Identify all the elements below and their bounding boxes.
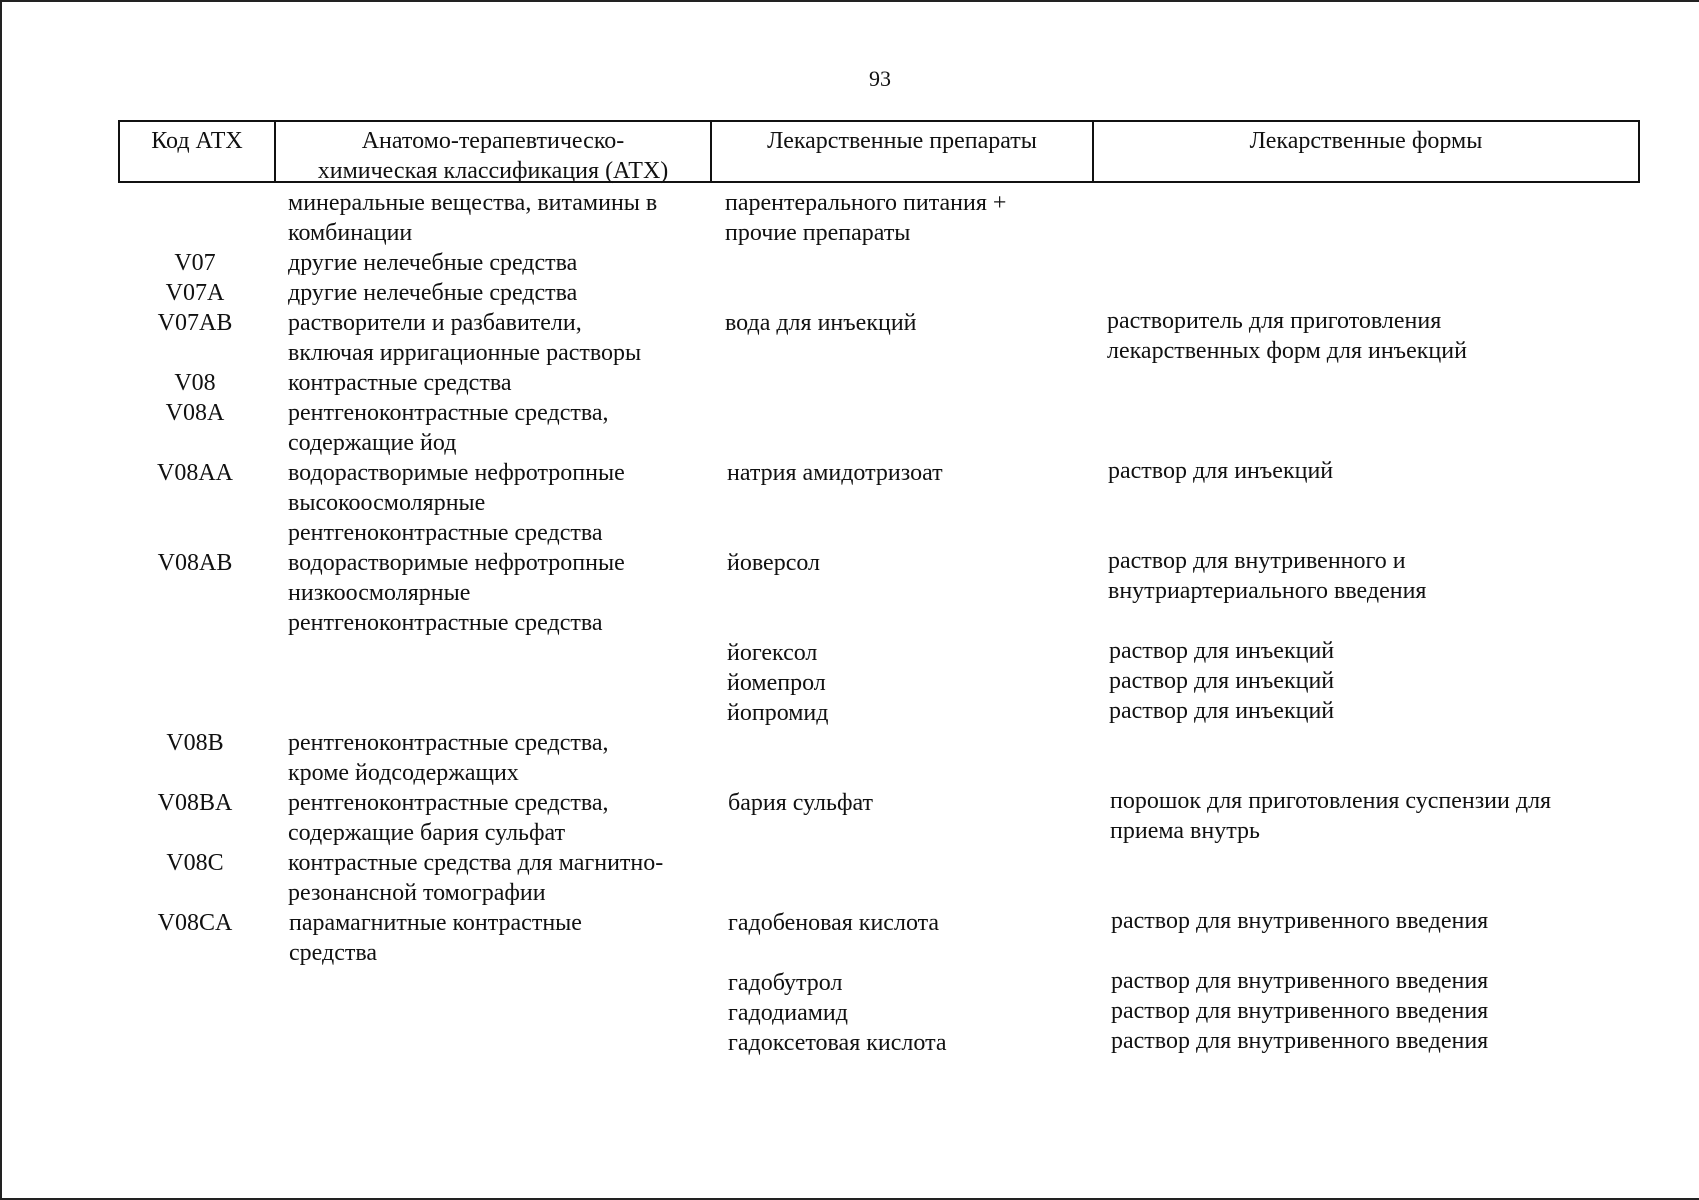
drug-text: гадоксетовая кислота — [728, 1030, 947, 1056]
form-text: внутриартериального введения — [1108, 578, 1427, 604]
header-dosage-forms: Лекарственные формы — [1249, 128, 1483, 154]
atc-text: рентгеноконтрастные средства, — [288, 400, 609, 426]
atc-text: контрастные средства для магнитно- — [288, 850, 664, 876]
atc-code: V08CA — [157, 910, 233, 936]
atc-text: растворители и разбавители, — [288, 310, 582, 336]
atc-code: V08AB — [157, 550, 233, 576]
atc-code: V07 — [174, 250, 216, 276]
form-text: раствор для инъекций — [1109, 668, 1335, 694]
header-atc-classification-line1: Анатомо-терапевтическо- — [361, 128, 625, 154]
drug-text: йоверсол — [727, 550, 820, 576]
atc-code: V08C — [166, 850, 224, 876]
header-atc-code: Код АТХ — [120, 122, 276, 181]
atc-text: контрастные средства — [288, 370, 512, 396]
drug-text: гадобутрол — [728, 970, 843, 996]
form-text: порошок для приготовления суспензии для — [1110, 788, 1552, 814]
atc-code: V08B — [166, 730, 224, 756]
drug-text: йомепрол — [727, 670, 826, 696]
drug-text: вода для инъекций — [725, 310, 917, 336]
form-text: раствор для инъекций — [1108, 458, 1334, 484]
table-header — [118, 120, 1640, 183]
atc-text: кроме йодсодержащих — [288, 760, 519, 786]
atc-code: V08AA — [157, 460, 233, 486]
drug-text: йопромид — [727, 700, 829, 726]
atc-code: V07AB — [157, 310, 233, 336]
drug-text: парентерального питания + — [725, 190, 1007, 216]
atc-text: средства — [289, 940, 378, 966]
atc-code: V08 — [174, 370, 216, 396]
atc-text: водорастворимые нефротропные — [288, 460, 625, 486]
form-text: раствор для внутривенного введения — [1111, 998, 1489, 1024]
atc-code: V08BA — [157, 790, 233, 816]
atc-text: высокоосмолярные — [288, 490, 486, 516]
atc-text: рентгеноконтрастные средства, — [288, 730, 609, 756]
atc-text: рентгеноконтрастные средства, — [288, 790, 609, 816]
atc-text: минеральные вещества, витамины в — [288, 190, 658, 216]
atc-text: рентгеноконтрастные средства — [288, 520, 603, 546]
form-text: растворитель для приготовления — [1107, 308, 1442, 334]
form-text: раствор для инъекций — [1109, 698, 1335, 724]
atc-text: другие нелечебные средства — [288, 250, 578, 276]
atc-code: V07A — [165, 280, 225, 306]
form-text: приема внутрь — [1110, 818, 1260, 844]
drug-text: бария сульфат — [728, 790, 874, 816]
atc-text: парамагнитные контрастные — [289, 910, 582, 936]
drug-text: гадобеновая кислота — [728, 910, 940, 936]
form-text: лекарственных форм для инъекций — [1107, 338, 1467, 364]
header-drugs: Лекарственные препараты — [712, 122, 1094, 181]
form-text: раствор для внутривенного введения — [1111, 968, 1489, 994]
scan-edge-top — [0, 0, 1699, 2]
atc-text: резонансной томографии — [288, 880, 546, 906]
drug-text: йогексол — [727, 640, 818, 666]
atc-text: содержащие йод — [288, 430, 457, 456]
header-atc-classification — [276, 122, 712, 184]
drug-text: гадодиамид — [728, 1000, 848, 1026]
atc-text: низкоосмолярные — [288, 580, 471, 606]
form-text: раствор для инъекций — [1109, 638, 1335, 664]
atc-text: комбинации — [288, 220, 413, 246]
page-number: 93 — [869, 66, 891, 91]
header-atc-classification-line2: химическая классификация (АТХ) — [317, 158, 669, 184]
atc-code: V08A — [165, 400, 225, 426]
form-text: раствор для внутривенного введения — [1111, 1028, 1489, 1054]
atc-text: включая ирригационные растворы — [288, 340, 642, 366]
form-text: раствор для внутривенного введения — [1111, 908, 1489, 934]
atc-text: рентгеноконтрастные средства — [288, 610, 603, 636]
scan-edge-left — [0, 0, 2, 1200]
form-text: раствор для внутривенного и — [1108, 548, 1406, 574]
atc-text: другие нелечебные средства — [288, 280, 578, 306]
atc-text: водорастворимые нефротропные — [288, 550, 625, 576]
drug-text: натрия амидотризоат — [727, 460, 943, 486]
drug-text: прочие препараты — [725, 220, 911, 246]
atc-text: содержащие бария сульфат — [288, 820, 566, 846]
